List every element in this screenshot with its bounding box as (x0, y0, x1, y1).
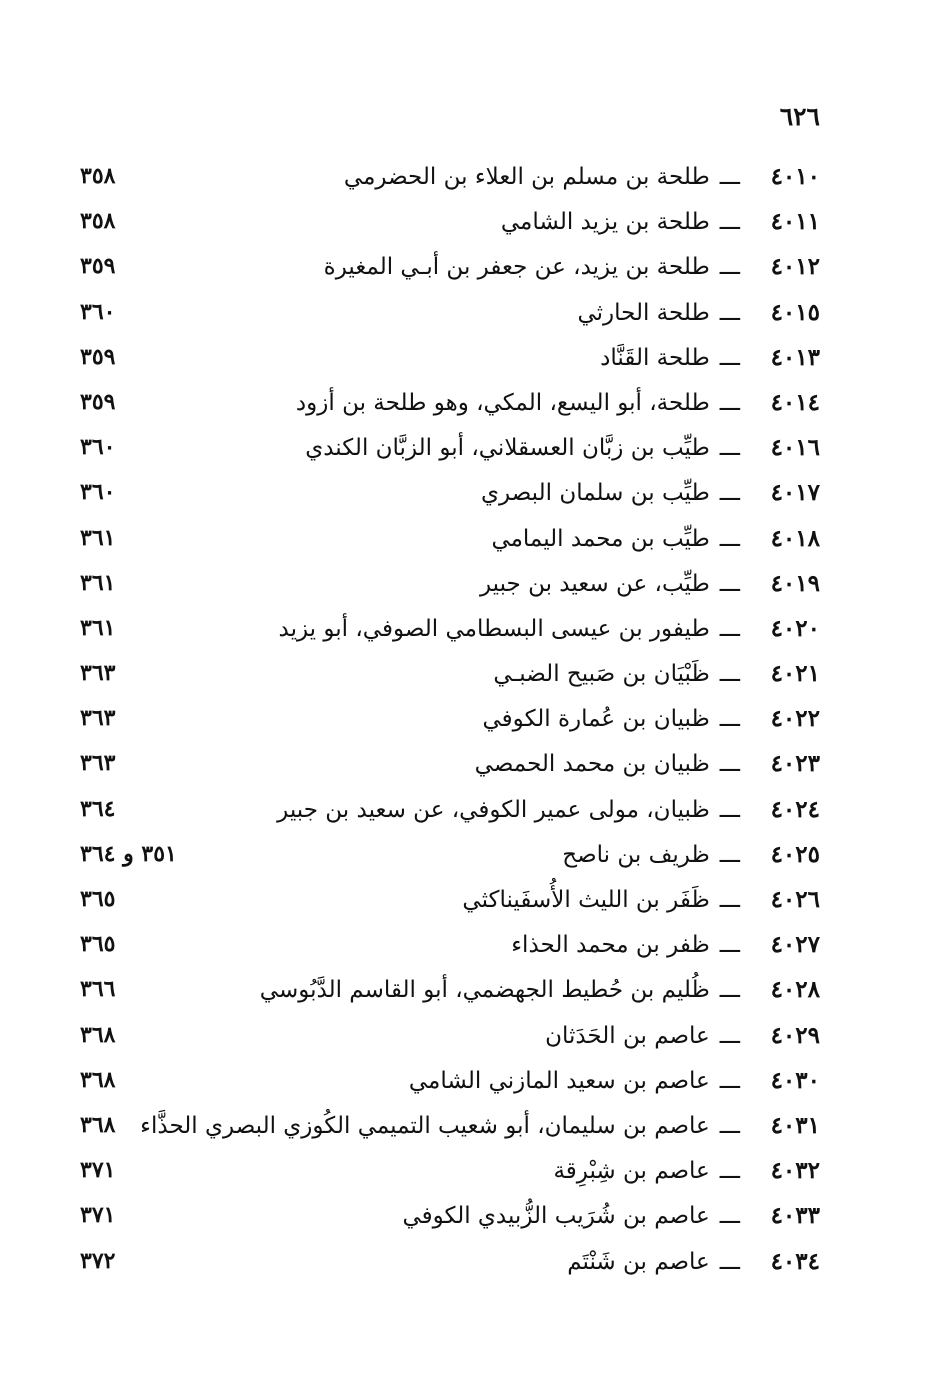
entry-name: ظُليم بن حُطيط الجهضمي، أبو القاسم الدَّبُوسي (259, 977, 710, 1004)
entry-name: طيِّب، عن سعيد بن جبير (479, 570, 710, 597)
entry-name: ظبيان بن محمد الحمصي (474, 751, 710, 778)
entry-page-ref: ٣٦٣ (80, 660, 116, 687)
index-entry (80, 696, 820, 741)
entry-page-ref: ٣٦٨ (80, 1066, 116, 1093)
entry-name: ظريف بن ناصح (562, 841, 710, 868)
entry-page-ref: ٣٥٩ (80, 343, 116, 370)
entry-name: طلحة، أبو اليسع، المكي، وهو طلحة بن أزود (295, 389, 710, 416)
entry-dash: ـــ (719, 1022, 740, 1049)
index-entry (80, 380, 820, 425)
entry-number: ٤٠٢٠ (770, 614, 820, 642)
entry-name: طلحة بن يزيد الشامي (500, 209, 710, 236)
entry-name: طلحة الحارثي (577, 299, 710, 326)
entry-page-ref: ٣٦٥ (80, 886, 116, 912)
entry-dash: ـــ (719, 751, 740, 778)
entry-number: ٤٠٣٤ (770, 1247, 820, 1275)
entry-dash: ـــ (719, 796, 740, 823)
entry-page-ref: ٣٦٠ (80, 479, 116, 506)
index-entry (80, 1193, 820, 1238)
index-entry (80, 922, 820, 967)
entry-name: ظبيان بن عُمارة الكوفي (482, 706, 710, 733)
entry-number: ٤٠١٠ (770, 163, 820, 190)
entry-dash: ـــ (719, 841, 740, 868)
entry-number: ٤٠٢٥ (770, 840, 820, 868)
entry-name: عاصم بن شَنْتَم (567, 1248, 710, 1275)
entry-name: ظَبْيَان بن صَبيح الضبـي (493, 661, 710, 688)
entry-page-ref: ٣٦٠ (80, 434, 116, 461)
entry-page-ref: ٣٦٠ (80, 298, 116, 325)
entry-dash: ـــ (719, 1248, 740, 1275)
entry-number: ٤٠٢٧ (770, 931, 820, 959)
entry-page-ref: ٣٧١ (80, 1157, 116, 1184)
entry-number: ٤٠٢١ (770, 660, 820, 688)
entry-name: طيفور بن عيسى البسطامي الصوفي، أبو يزيد (278, 615, 710, 642)
index-entry (80, 199, 820, 244)
index-entry (80, 787, 820, 832)
index-entry (80, 516, 820, 561)
entry-name: عاصم بن الحَدَثان (545, 1022, 710, 1049)
entry-dash: ـــ (719, 1203, 740, 1230)
entry-dash: ـــ (719, 887, 740, 913)
entry-dash: ـــ (719, 1067, 740, 1094)
entry-page-ref: ٣٥٩ (80, 253, 116, 280)
entry-number: ٤٠٣٣ (770, 1202, 820, 1230)
entry-page-ref: ٣٦٨ (80, 1021, 116, 1048)
index-entry (80, 832, 820, 877)
entry-number: ٤٠٢٦ (770, 886, 820, 913)
entry-number: ٤٠٣٠ (770, 1066, 820, 1094)
entry-page-ref: ٣٥٨ (80, 208, 116, 235)
entry-number: ٤٠١٢ (770, 253, 820, 281)
entry-number: ٤٠١٤ (770, 388, 820, 416)
entry-page-ref: ٣٧١ (80, 1202, 116, 1229)
entry-dash: ـــ (719, 254, 740, 281)
entry-dash: ـــ (719, 344, 740, 371)
index-entry (80, 1058, 820, 1103)
entry-dash: ـــ (719, 209, 740, 236)
index-entry (80, 290, 820, 335)
entry-number: ٤٠١٣ (770, 343, 820, 371)
entry-page-ref: ٣٦٣ (80, 705, 116, 732)
entry-dash: ـــ (719, 570, 740, 597)
entry-name: طيِّب بن محمد اليمامي (491, 525, 710, 552)
entry-dash: ـــ (719, 706, 740, 733)
index-entry (80, 561, 820, 606)
entry-dash: ـــ (719, 299, 740, 326)
page-number: ٦٢٦ (779, 102, 820, 131)
index-entry (80, 1103, 820, 1148)
entry-page-ref: ٣٥٨ (80, 163, 116, 189)
index-entry (80, 335, 820, 380)
entry-number: ٤٠١٩ (770, 569, 820, 597)
entry-number: ٤٠٢٤ (770, 795, 820, 823)
entry-number: ٤٠١٨ (770, 524, 820, 552)
index-entry (80, 967, 820, 1012)
entry-name: ظبيان، مولى عمير الكوفي، عن سعيد بن جبير (277, 796, 710, 823)
index-entry (80, 606, 820, 651)
index-entry (80, 1239, 820, 1284)
entry-dash: ـــ (719, 1112, 740, 1139)
entry-number: ٤٠١٥ (770, 298, 820, 326)
entry-page-ref: ٣٦٦ (80, 976, 116, 1003)
entry-name: طلحة بن يزيد، عن جعفر بن أبـي المغيرة (323, 254, 710, 281)
entry-dash: ـــ (719, 615, 740, 642)
entry-number: ٤٠٢٢ (770, 705, 820, 733)
entry-name: عاصم بن سعيد المازني الشامي (408, 1067, 710, 1094)
entry-name: طلحة القَنَّاد (600, 344, 710, 371)
entry-page-ref: ٣٦٨ (80, 1111, 116, 1138)
entry-name: عاصم بن شِبْرِقة (553, 1158, 710, 1185)
entry-page-ref: ٣٦٥ (80, 931, 116, 958)
index-entry (80, 1148, 820, 1193)
entry-name: ظَفَر بن الليث الأُسفَيناكثي (462, 887, 710, 913)
entry-number: ٤٠٢٨ (770, 976, 820, 1004)
entry-page-ref: ٣٥٩ (80, 388, 116, 415)
entry-dash: ـــ (719, 977, 740, 1004)
entry-page-ref: ٣٦٣ (80, 750, 116, 777)
entry-number: ٤٠٢٩ (770, 1021, 820, 1049)
entry-name: عاصم بن شُرَيب الزُّبيدي الكوفي (402, 1203, 710, 1230)
entry-name: طلحة بن مسلم بن العلاء بن الحضرمي (343, 164, 710, 190)
entry-dash: ـــ (719, 932, 740, 959)
entry-name: ظفر بن محمد الحذاء (511, 932, 710, 959)
entry-page-ref: ٣٧٢ (80, 1247, 116, 1274)
index-entry (80, 244, 820, 289)
entry-dash: ـــ (719, 661, 740, 688)
entry-page-ref: ٣٦١ (80, 524, 116, 551)
entry-dash: ـــ (719, 1158, 740, 1185)
entry-number: ٤٠٣٢ (770, 1157, 820, 1185)
index-entry (80, 470, 820, 515)
entry-dash: ـــ (719, 480, 740, 507)
entry-number: ٤٠٢٣ (770, 750, 820, 778)
entry-number: ٤٠٣١ (770, 1111, 820, 1139)
entry-dash: ـــ (719, 525, 740, 552)
entry-page-ref: ٣٦١ (80, 569, 116, 596)
entry-number: ٤٠١٧ (770, 479, 820, 507)
index-entry (80, 1013, 820, 1058)
index-entry (80, 651, 820, 696)
entry-number: ٤٠١١ (770, 208, 820, 236)
index-entry (80, 741, 820, 786)
index-list (80, 154, 820, 1284)
entry-name: طيِّب بن سلمان البصري (481, 480, 710, 507)
entry-dash: ـــ (719, 164, 740, 190)
entry-name: طيِّب بن زبَّان العسقلاني، أبو الزبَّان الكندي (305, 435, 710, 462)
entry-dash: ـــ (719, 435, 740, 462)
entry-name: عاصم بن سليمان، أبو شعيب التميمي الكُوزي البصري الحذَّاء (140, 1112, 710, 1139)
index-entry (80, 425, 820, 470)
entry-number: ٤٠١٦ (770, 434, 820, 462)
index-entry (80, 877, 820, 922)
entry-page-ref: ٣٥١ و ٣٦٤ (80, 840, 177, 867)
entry-page-ref: ٣٦٤ (80, 795, 116, 822)
index-entry (80, 154, 820, 199)
entry-dash: ـــ (719, 389, 740, 416)
entry-page-ref: ٣٦١ (80, 614, 116, 641)
